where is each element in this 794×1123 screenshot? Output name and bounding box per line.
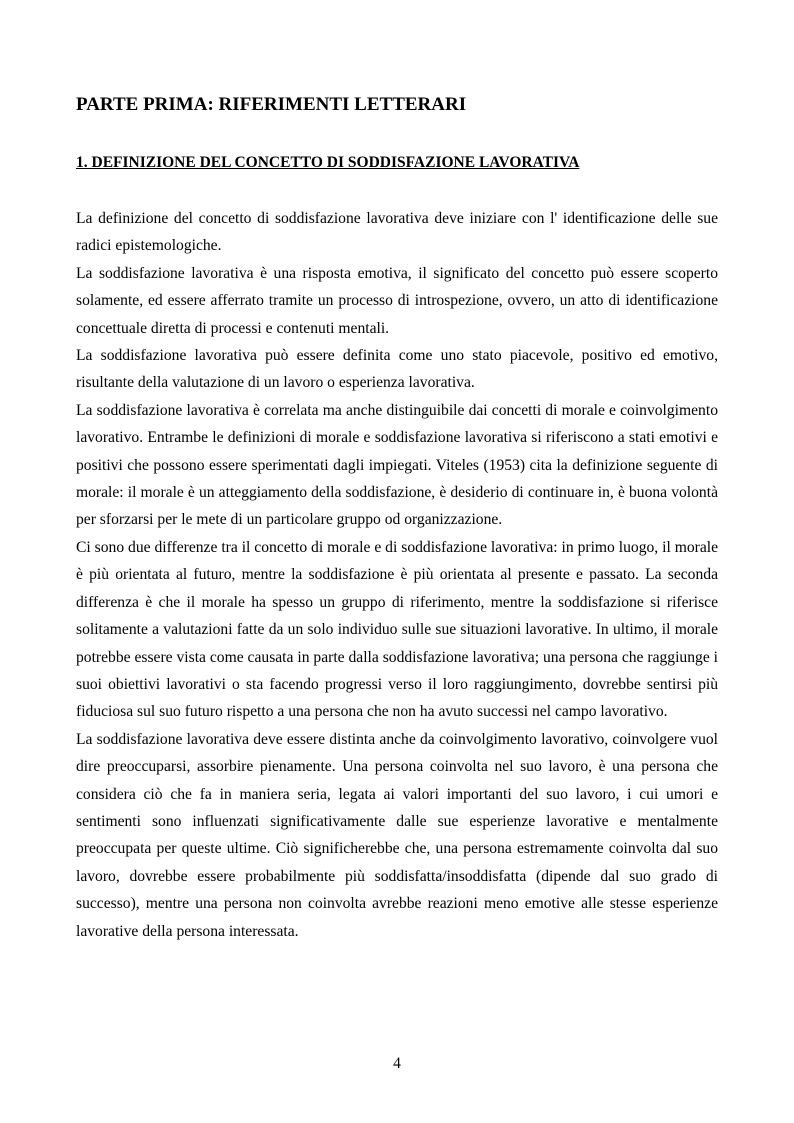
paragraph: La soddisfazione lavorativa è correlata ma anche distinguibile dai concetti di morale e coinvolgimento lavorativo. Entrambe le definizioni di morale e soddisfazione lavorativa si riferiscono a stati emotivi e positivi che possono essere sperimentati dagli impiegati. Viteles (1953) cita la definizione seguente di morale: il morale è un atteggiamento della soddisfazione, è desiderio di continuare in, è buona volontà per sforzarsi per le mete di un particolare gruppo od organizzazione. xyxy=(76,401,718,529)
paragraph: La soddisfazione lavorativa è una risposta emotiva, il significato del concetto può essere scoperto solamente, ed essere afferrato tramite un processo di introspezione, ovvero, un atto di identificazione concettuale diretta di processi e contenuti mentali. xyxy=(76,264,718,337)
paragraph: La soddisfazione lavorativa può essere definita come uno stato piacevole, positivo ed emotivo, risultante della valutazione di un lavoro o esperienza lavorativa. xyxy=(76,347,718,392)
paragraph: La soddisfazione lavorativa deve essere distinta anche da coinvolgimento lavorativo, coinvolgere vuol dire preoccuparsi, assorbire pienamente. Una persona coinvolta nel suo lavoro, è una persona che considera ciò che fa in maniera seria, legata ai valori importanti del suo lavoro, i cui umori e sentimenti sono influenzati significativamente dalle sue esperienze lavorative e mentalmente preoccupata per queste ultime. Ciò significherebbe che, una persona estremamente coinvolta dal suo lavoro, dovrebbe essere probabilmente più soddisfatta/insoddisfatta (dipende dal suo grado di successo), mentre una persona non coinvolta avrebbe reazioni meno emotive alle stesse esperienze lavorative della persona interessata. xyxy=(76,730,718,940)
part-title: PARTE PRIMA: RIFERIMENTI LETTERARI xyxy=(76,94,467,115)
section-title: 1. DEFINIZIONE DEL CONCETTO DI SODDISFAZIONE LAVORATIVA xyxy=(76,154,580,171)
page-number: 4 xyxy=(393,1055,401,1072)
paragraph: Ci sono due differenze tra il concetto di morale e di soddisfazione lavorativa: in primo luogo, il morale è più orientata al futuro, mentre la soddisfazione è più orientata al presente e passato. La seconda differenza è che il morale ha spesso un gruppo di riferimento, mentre la soddisfazione si riferisce solitamente a valutazioni fatte da un solo individuo sulle sue situazioni lavorative. In ultimo, il morale potrebbe essere vista come causata in parte dalla soddisfazione lavorativa; una persona che raggiunge i suoi obiettivi lavorativi o sta facendo progressi verso il loro raggiungimento, dovrebbe sentirsi più fiduciosa sul suo futuro rispetto a una persona che non ha avuto successi nel campo lavorativo. xyxy=(76,538,718,721)
paragraph: La definizione del concetto di soddisfazione lavorativa deve iniziare con l' identificazione delle sue radici epistemologiche. xyxy=(76,210,718,255)
body-text xyxy=(76,205,718,945)
